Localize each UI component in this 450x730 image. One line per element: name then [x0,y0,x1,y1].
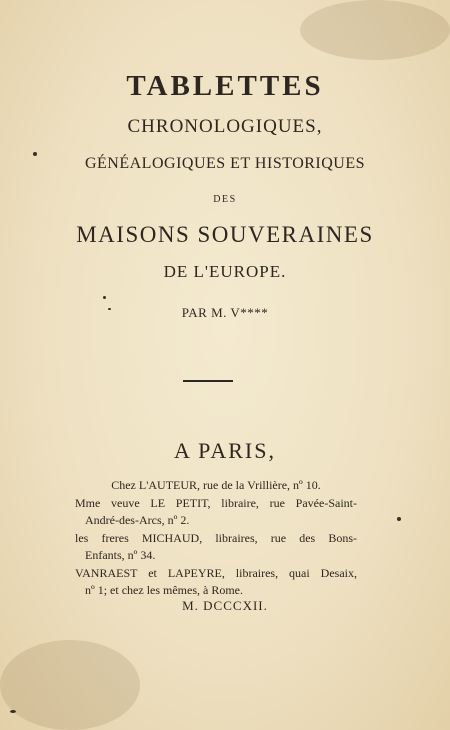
title-line-1: TABLETTES [126,70,324,102]
imprint-line: les freres MICHAUD, libraires, rue des Bons- [75,530,357,545]
imprint-line: Chez L'AUTEUR, rue de la Vrillière, nº 10. [111,478,321,492]
imprint-line: André-des-Arcs, nº 2. [85,513,190,527]
ink-speck [397,517,401,521]
paper-stain [300,0,450,60]
ink-speck [10,710,16,713]
divider-rule [183,380,233,382]
title-line-2: CHRONOLOGIQUES, [127,116,323,137]
author-line: PAR M. V**** [181,305,269,320]
paper-stain [0,640,140,730]
imprint-city: A PARIS, [173,438,276,463]
imprint-line: VANRAEST et LAPEYRE, libraires, quai Desaix, [75,565,357,580]
imprint-line: nº 1; et chez les mêmes, à Rome. [85,583,244,597]
imprint-date: M. DCCCXII. [182,598,268,613]
imprint-block [75,477,357,600]
ink-speck [103,296,106,299]
title-line-5: MAISONS SOUVERAINES [76,222,374,247]
title-line-4: DES [213,194,237,205]
imprint-line: Enfants, nº 34. [85,548,156,562]
imprint-line: Mme veuve LE PETIT, libraire, rue Pavée-Saint- [75,495,357,510]
title-line-6: DE L'EUROPE. [163,262,287,281]
title-line-3: GÉNÉALOGIQUES ET HISTORIQUES [84,155,366,172]
